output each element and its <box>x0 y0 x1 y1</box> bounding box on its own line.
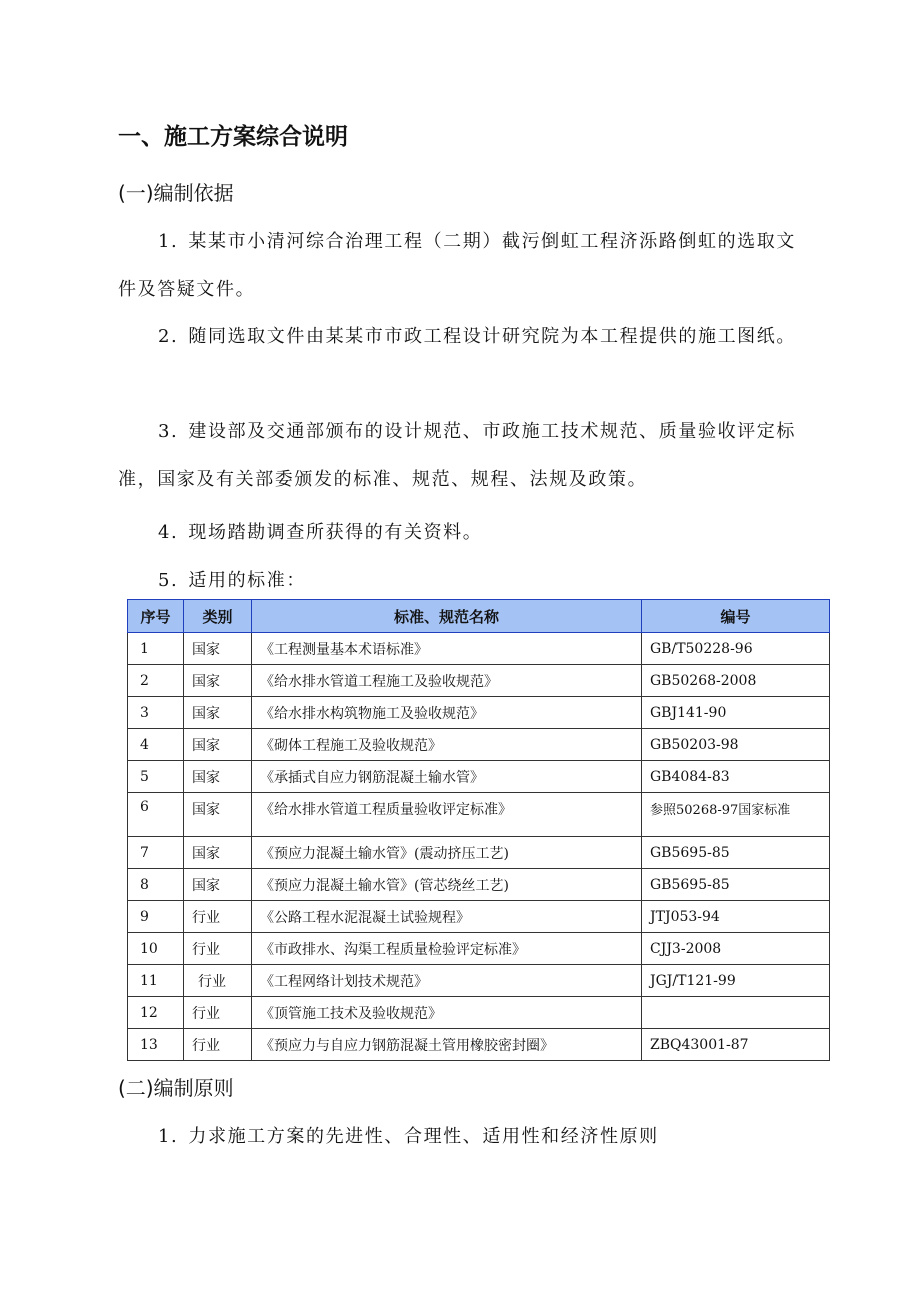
item-text: 现场踏勘调查所获得的有关资料。 <box>188 522 483 543</box>
cell-category: 国家 <box>184 869 252 901</box>
cell-name: 《公路工程水泥混凝土试验规程》 <box>252 901 642 933</box>
cell-category: 行业 <box>184 965 252 997</box>
table-row <box>128 869 830 901</box>
basis-item-2 <box>118 313 808 361</box>
cell-name: 《市政排水、沟渠工程质量检验评定标准》 <box>252 933 642 965</box>
standards-table <box>127 599 830 1061</box>
cell-no: 7 <box>128 837 184 869</box>
cell-category: 行业 <box>184 901 252 933</box>
table-row <box>128 965 830 997</box>
section-1-title: (一)编制依据 <box>118 181 234 205</box>
table-row <box>128 901 830 933</box>
cell-name: 《承插式自应力钢筋混凝土输水管》 <box>252 761 642 793</box>
cell-name: 《顶管施工技术及验收规范》 <box>252 997 642 1029</box>
header-category: 类别 <box>184 600 252 633</box>
cell-name: 《工程网络计划技术规范》 <box>252 965 642 997</box>
cell-no: 12 <box>128 997 184 1029</box>
cell-code: GB5695-85 <box>642 869 830 901</box>
table-row <box>128 633 830 665</box>
cell-name: 《工程测量基本术语标准》 <box>252 633 642 665</box>
cell-category: 行业 <box>184 933 252 965</box>
cell-name: 《预应力混凝土输水管》(管芯绕丝工艺) <box>252 869 642 901</box>
item-number: 1. <box>158 1126 179 1147</box>
table-row <box>128 837 830 869</box>
cell-category: 国家 <box>184 697 252 729</box>
cell-code <box>642 997 830 1029</box>
item-text: 随同选取文件由某某市市政工程设计研究院为本工程提供的施工图纸。 <box>188 326 796 347</box>
cell-category: 国家 <box>184 665 252 697</box>
cell-code: CJJ3-2008 <box>642 933 830 965</box>
table-row <box>128 697 830 729</box>
cell-category: 行业 <box>184 1029 252 1061</box>
table-row <box>128 997 830 1029</box>
cell-code: GB5695-85 <box>642 837 830 869</box>
item-text: 适用的标准： <box>188 570 306 591</box>
header-no: 序号 <box>128 600 184 633</box>
basis-item-5 <box>118 566 808 592</box>
cell-category: 国家 <box>184 837 252 869</box>
table-row <box>128 761 830 793</box>
item-number: 4. <box>158 522 179 543</box>
cell-category: 国家 <box>184 793 252 837</box>
cell-no: 1 <box>128 633 184 665</box>
section-2-title: (二)编制原则 <box>118 1076 234 1100</box>
basis-item-1 <box>118 218 808 314</box>
cell-code: GB50203-98 <box>642 729 830 761</box>
header-name: 标准、规范名称 <box>252 600 642 633</box>
cell-code: GBJ141-90 <box>642 697 830 729</box>
basis-item-3 <box>118 408 808 504</box>
cell-code: 参照50268-97国家标准 <box>642 793 830 837</box>
basis-item-4 <box>118 518 808 544</box>
item-text: 力求施工方案的先进性、合理性、适用性和经济性原则 <box>188 1126 659 1147</box>
table-row <box>128 933 830 965</box>
cell-code: GB4084-83 <box>642 761 830 793</box>
cell-code: GB/T50228-96 <box>642 633 830 665</box>
item-text: 建设部及交通部颁布的设计规范、市政施工技术规范、质量验收评定标准，国家及有关部委颁发的标准、规范、规程、法规及政策。 <box>118 421 796 490</box>
cell-no: 8 <box>128 869 184 901</box>
cell-no: 9 <box>128 901 184 933</box>
cell-name: 《给水排水管道工程施工及验收规范》 <box>252 665 642 697</box>
cell-no: 10 <box>128 933 184 965</box>
cell-name: 《给水排水管道工程质量验收评定标准》 <box>252 793 642 837</box>
table-row <box>128 665 830 697</box>
cell-code: ZBQ43001-87 <box>642 1029 830 1061</box>
cell-category: 国家 <box>184 729 252 761</box>
cell-category: 国家 <box>184 633 252 665</box>
cell-code: JGJ/T121-99 <box>642 965 830 997</box>
cell-name: 《预应力混凝土输水管》(震动挤压工艺) <box>252 837 642 869</box>
cell-name: 《给水排水构筑物施工及验收规范》 <box>252 697 642 729</box>
cell-no: 6 <box>128 793 184 837</box>
cell-no: 5 <box>128 761 184 793</box>
principle-item-1 <box>118 1122 808 1148</box>
item-text: 某某市小清河综合治理工程（二期）截污倒虹工程济泺路倒虹的选取文件及答疑文件。 <box>118 231 796 300</box>
table-row <box>128 793 830 837</box>
cell-code: GB50268-2008 <box>642 665 830 697</box>
item-number: 1. <box>158 231 179 252</box>
table-row <box>128 729 830 761</box>
cell-name: 《砌体工程施工及验收规范》 <box>252 729 642 761</box>
table-row <box>128 1029 830 1061</box>
table-header-row <box>128 600 830 633</box>
cell-no: 13 <box>128 1029 184 1061</box>
item-number: 5. <box>158 570 179 591</box>
cell-no: 3 <box>128 697 184 729</box>
page-heading: 一、施工方案综合说明 <box>118 124 348 150</box>
cell-no: 11 <box>128 965 184 997</box>
cell-category: 国家 <box>184 761 252 793</box>
cell-name: 《预应力与自应力钢筋混凝土管用橡胶密封圈》 <box>252 1029 642 1061</box>
cell-code: JTJ053-94 <box>642 901 830 933</box>
header-code: 编号 <box>642 600 830 633</box>
cell-category: 行业 <box>184 997 252 1029</box>
cell-no: 4 <box>128 729 184 761</box>
item-number: 2. <box>158 326 179 347</box>
item-number: 3. <box>158 421 179 442</box>
cell-no: 2 <box>128 665 184 697</box>
